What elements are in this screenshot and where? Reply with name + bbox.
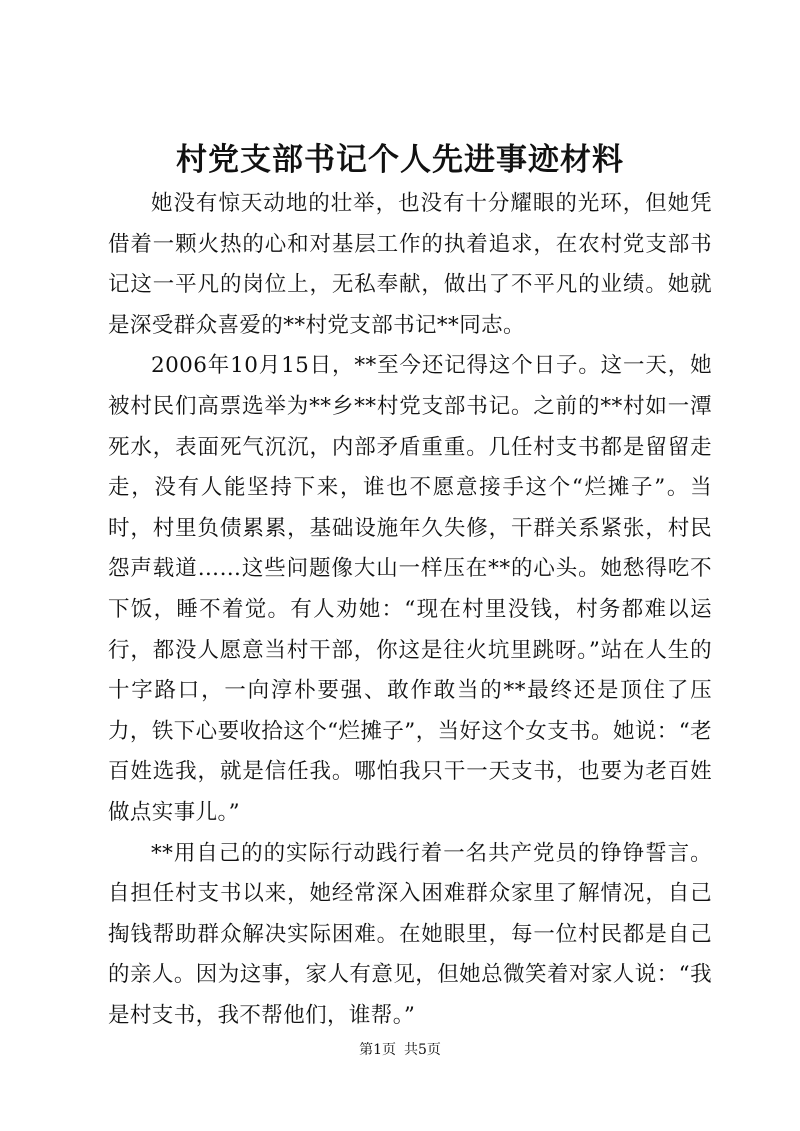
page-footer [0, 1040, 800, 1060]
paragraph-1: 她没有惊天动地的壮举，也没有十分耀眼的光环，但她凭借着一颗火热的心和对基层工作的执着追求，在农村党支部书记这一平凡的岗位上，无私奉献，做出了不平凡的业绩。她就是深受群众喜爱的**村党支部书记**同志。 [108, 191, 712, 338]
document-title: 村党支部书记个人先进事迹材料 [176, 142, 624, 178]
page-number: 第1页 [359, 1042, 396, 1058]
paragraph-2: 2006年10月15日，**至今还记得这个日子。这一天，她被村民们高票选举为**乡**村党支部书记。之前的**村如一潭死水，表面死气沉沉，内部矛盾重重。几任村支书都是留留走走，没有人能坚持下来，谁也不愿意接手这个“烂摊子”。当时，村里负债累累，基础设施年久失修，干群关系紧张，村民怨声载道……这些问题像大山一样压在**的心头。她愁得吃不下饭，睡不着觉。有人劝她：“现在村里没钱，村务都难以运行，都没人愿意当村干部，你这是往火坑里跳呀。”站在人生的十字路口，一向淳朴要强、敢作敢当的**最终还是顶住了压力，铁下心要收拾这个“烂摊子”，当好这个女支书。她说：“老百姓选我，就是信任我。哪怕我只干一天支书，也要为老百姓做点实事儿。” [108, 353, 712, 825]
document-body [108, 184, 712, 1036]
page-total: 共5页 [404, 1042, 441, 1058]
paragraph-3: **用自己的的实际行动践行着一名共产党员的铮铮誓言。自担任村支书以来，她经常深入困难群众家里了解情况，自己掏钱帮助群众解决实际困难。在她眼里，每一位村民都是自己的亲人。因为这事，家人有意见，但她总微笑着对家人说：“我是村支书，我不帮他们，谁帮。” [108, 840, 712, 1028]
